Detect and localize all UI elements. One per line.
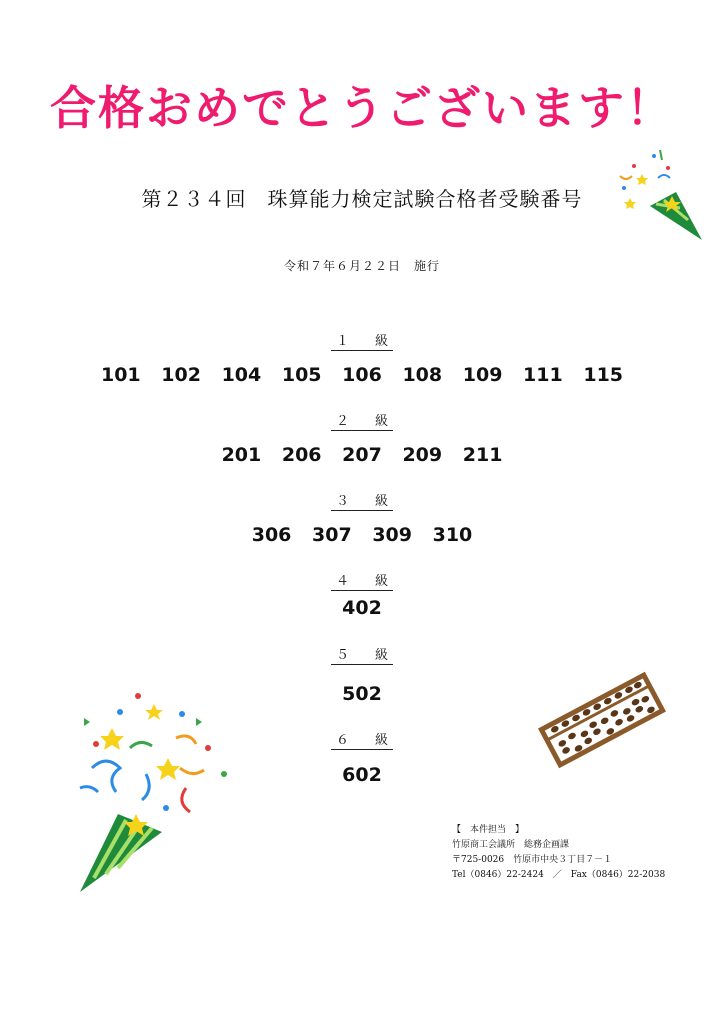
party-popper-icon xyxy=(614,148,710,244)
exam-number: 115 xyxy=(583,364,624,386)
contact-phone-fax: Tel（0846）22-2424 ／ Fax（0846）22-2038 xyxy=(452,870,666,880)
grade-numbers-1 xyxy=(0,364,724,386)
exam-number: 108 xyxy=(402,364,443,386)
exam-number: 402 xyxy=(342,597,382,619)
exam-number: 306 xyxy=(251,524,292,546)
exam-number: 309 xyxy=(372,524,412,546)
grade-label-4: ４ 級 xyxy=(0,570,724,591)
page-title: 第２３４回 珠算能力検定試験合格者受験番号 xyxy=(141,187,583,211)
exam-number: 102 xyxy=(161,364,201,386)
grade-label-2: ２ 級 xyxy=(0,410,724,431)
grade-numbers-3 xyxy=(0,524,724,546)
abacus-icon xyxy=(538,664,666,776)
exam-number: 105 xyxy=(281,364,322,386)
exam-number: 207 xyxy=(342,444,382,466)
contact-info xyxy=(452,823,665,883)
exam-number: 104 xyxy=(221,364,262,386)
exam-number: 206 xyxy=(281,444,322,466)
exam-number: 502 xyxy=(342,683,382,705)
grade-numbers-2 xyxy=(0,444,724,466)
headline: 合格おめでとうございます！ xyxy=(50,81,674,135)
exam-number: 109 xyxy=(462,364,503,386)
grade-label-5: ５ 級 xyxy=(0,644,724,665)
exam-number: 209 xyxy=(402,444,443,466)
contact-heading: 【 本件担当 】 xyxy=(452,825,525,835)
exam-number: 101 xyxy=(100,364,141,386)
grade-label-6: ６ 級 xyxy=(0,729,724,750)
exam-date: 令和７年６月２２日 施行 xyxy=(283,259,440,273)
exam-number: 111 xyxy=(523,364,563,386)
grade-label-1: １ 級 xyxy=(0,330,724,351)
exam-number: 201 xyxy=(221,444,262,466)
exam-number: 310 xyxy=(432,524,473,546)
grade-numbers-4 xyxy=(0,597,724,619)
contact-organization: 竹原商工会議所 総務企画課 xyxy=(452,840,570,850)
exam-number: 106 xyxy=(342,364,382,386)
exam-number: 602 xyxy=(342,764,382,786)
exam-number: 211 xyxy=(462,444,503,466)
grade-label-3: ３ 級 xyxy=(0,490,724,511)
party-popper-icon xyxy=(76,688,246,898)
contact-address: 〒725-0026 竹原市中央３丁目７－１ xyxy=(452,855,613,865)
exam-number: 307 xyxy=(312,524,352,546)
